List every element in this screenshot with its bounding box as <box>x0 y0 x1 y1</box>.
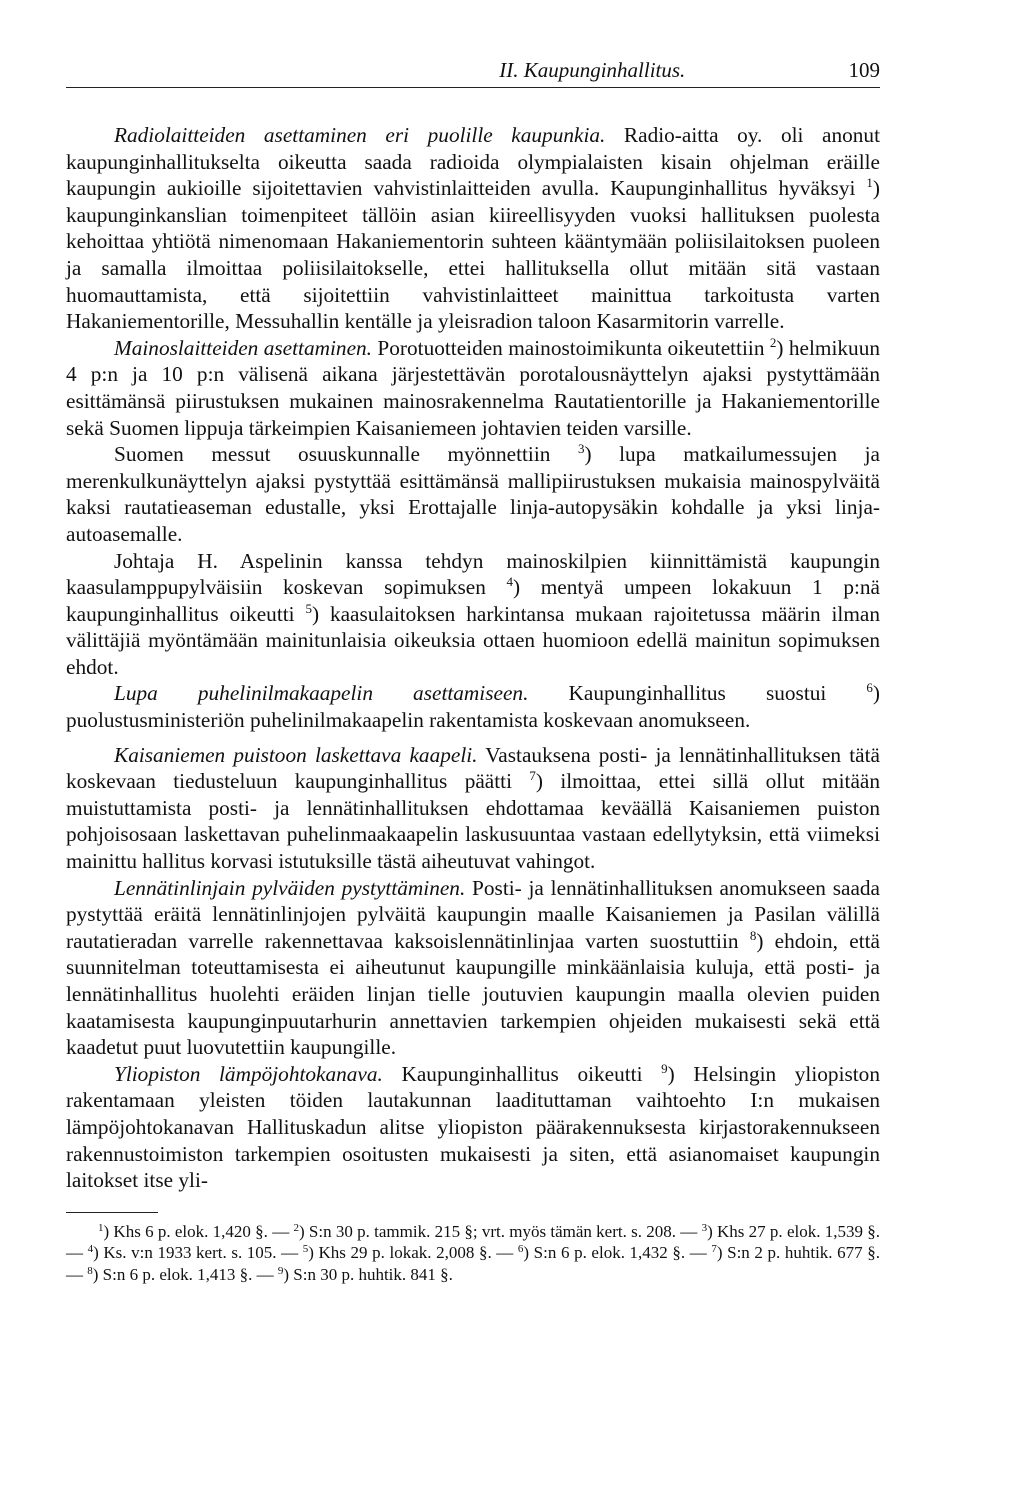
footnote-number: 2 <box>293 1221 299 1234</box>
footnote-divider <box>66 1212 158 1213</box>
footnote-number: 4 <box>87 1243 94 1256</box>
footnote-marker: 6 <box>866 680 873 696</box>
paragraph-text: Radio-aitta oy. oli anonut kaupunginhallitukselta oikeutta saada radioida olympialaisten kisain ohjelman eräille kaupungin aukioille sijoitettavien vahvistinlaitteiden avulla. Kaupunginhallitus hyväksyi <box>66 123 880 201</box>
paragraph-text: Posti- ja lennätinhallituksen anomukseen saada pystyttää eräitä lennätinlinjojen pylväitä kaupungin maalle Kaisaniemen ja Pasilan välillä rautatieradan varrelle rakennettavaa kaksoislennätinlinjaa varten suostuttiin <box>66 875 880 953</box>
paragraph <box>66 875 880 1061</box>
paragraph <box>66 441 880 547</box>
footnote-text: ) Khs 27 p. elok. 1,539 §. — <box>66 1221 880 1263</box>
paragraph-heading: Lupa puhelinilmakaapelin asettamiseen. <box>114 681 529 706</box>
footnote-marker: 2 <box>769 334 777 350</box>
paragraph-heading: Radiolaitteiden asettaminen eri puolille kaupunkia. <box>114 123 606 147</box>
footnote-text: ) S:n 30 p. tammik. 215 §; vrt. myös tämän kert. s. 208. — <box>298 1221 702 1241</box>
paragraph-text: ) Helsingin yliopiston rakentamaan yleisten töiden lautakunnan laadituttaman vaihtoehto I:n mukaisen lämpöjohtokanavan Hallituskadun alitse yliopiston päärakennuksesta kirjastorakennukseen rakennustoimiston tarkempien osoitusten mukaisesti ja siten, että asianomaiset kaupungin laitokset itse yli- <box>66 1061 880 1193</box>
paragraph-heading: Kaisaniemen puistoon laskettava kaapeli. <box>114 742 478 767</box>
footnote-text: ) S:n 6 p. elok. 1,413 §. — <box>92 1264 278 1284</box>
footnote-text: ) Khs 29 p. lokak. 2,008 §. — <box>308 1243 518 1263</box>
footnote-marker: 1 <box>866 175 873 191</box>
running-title: II. Kaupunginhallitus. <box>499 58 686 82</box>
paragraph <box>66 548 880 681</box>
footnote-marker: 7 <box>529 768 536 784</box>
paragraph <box>66 335 880 441</box>
footnote-marker: 8 <box>749 927 757 943</box>
paragraph <box>66 122 880 335</box>
footnote-text: ) S:n 2 p. huhtik. 677 §. — <box>66 1243 881 1284</box>
footnote-text: ) Khs 6 p. elok. 1,420 §. — <box>103 1221 294 1241</box>
paragraph-text: Porotuotteiden mainostoimikunta oikeutettiin <box>372 335 770 360</box>
paragraph-heading: Mainoslaitteiden asettaminen. <box>114 335 372 360</box>
footnote-text: ) S:n 30 p. huhtik. 841 §. <box>283 1264 453 1284</box>
paragraph-text: Kaupunginhallitus oikeutti <box>382 1061 662 1086</box>
paragraph-text: Vastauksena posti- ja lennätinhallituksen tätä koskevaan tiedusteluun kaupunginhallitus päätti <box>66 742 880 794</box>
body-text <box>66 122 880 1194</box>
footnote-number: 8 <box>87 1264 93 1277</box>
footnote-marker: 4 <box>506 574 513 590</box>
paragraph <box>66 1061 880 1194</box>
paragraph-text: ) kaupunginkanslian toimenpiteet tällöin asian kiireellisyyden vuoksi hallituksen puolesta kehoittaa yhtiötä nimenomaan Hakaniementorin suhteen kääntymään poliisilaitoksen puoleen ja samalla ilmoittaa poliisilaitokselle, ettei hallituksella ollut mitään sitä vastaan huomauttamista, että sijoitettiin vahvistinlaitteet mainittua tarkoitusta varten Hakaniementorille, Messuhallin kentälle ja yleisradion taloon Kasarmitorin varrelle. <box>66 176 880 334</box>
paragraph <box>66 742 880 875</box>
footnotes <box>66 1221 880 1286</box>
footnote-text: ) Ks. v:n 1933 kert. s. 105. — <box>93 1243 303 1263</box>
footnote-number: 1 <box>98 1221 104 1234</box>
paragraph-text: ) puolustusministeriön puhelinilmakaapelin rakentamista koskevaan anomukseen. <box>66 681 880 733</box>
footnote-number: 6 <box>517 1243 524 1256</box>
footnote-text: ) S:n 6 p. elok. 1,432 §. — <box>523 1243 712 1263</box>
running-header <box>66 58 880 88</box>
document-page <box>66 58 880 1285</box>
footnote-number: 3 <box>701 1221 708 1234</box>
paragraph-text: Johtaja H. Aspelinin kanssa tehdyn mainoskilpien kiinnittämistä kaupungin kaasulamppupylväisiin koskevan sopimuksen <box>66 548 880 600</box>
footnote-number: 5 <box>302 1243 309 1256</box>
footnote-number: 9 <box>277 1264 284 1277</box>
paragraph-text: ) lupa matkailumessujen ja merenkulkunäyttelyn ajaksi pystyttää esittämänsä mallipiirustuksen mukaisia mainospylväitä kaksi rautatieaseman edustalle, yksi Erottajalle linja-autopysäkin kohdalle ja yksi linja-autoasemalle. <box>66 442 881 546</box>
paragraph-heading: Lennätinlinjain pylväiden pystyttäminen. <box>114 875 466 900</box>
paragraph <box>66 680 880 733</box>
paragraph-text: ) mentyä umpeen lokakuun 1 p:nä kaupunginhallitus oikeutti <box>66 575 880 626</box>
footnote-marker: 3 <box>577 441 585 457</box>
paragraph-text: Suomen messut osuuskunnalle myönnettiin <box>114 442 578 467</box>
paragraph-text: ) ilmoittaa, ettei sillä ollut mitään muistuttamista posti- ja lennätinhallituksen ehdottamaa keväällä Kaisaniemen puiston pohjoisosaan laskettavan puhelinmaakaapelin laskusuuntaa vastaan edellytyksin, että viimeksi mainittu hallitus korvasi istutuksille tästä aiheutuvat vahingot. <box>66 769 880 874</box>
footnote-number: 7 <box>711 1243 717 1256</box>
footnote-marker: 5 <box>305 600 312 616</box>
paragraph-text: Kaupunginhallitus suostui <box>528 681 867 706</box>
page-number: 109 <box>848 58 880 82</box>
paragraph-heading: Yliopiston lämpöjohtokanava. <box>114 1061 383 1086</box>
footnote-marker: 9 <box>661 1060 668 1076</box>
paragraph-text: ) helmikuun 4 p:n ja 10 p:n välisenä aikana järjestettävän porotalousnäyttelyn ajaksi pystyttämään esittämänsä piirustuksen mukainen mainosrakennelma Rautatientorille ja Hakaniementorille sekä Suomen lippuja tärkeimpien Kaisaniemeen johtavien teiden varsille. <box>66 335 880 440</box>
paragraph-text: ) ehdoin, että suunnitelman toteuttamisesta ei aiheutunut kaupungille minkäänlaisia kuluja, että posti- ja lennätinhallitus huolehti eräiden linjan tielle joutuvien kaupungin maalla olevien puiden kaatamisesta kaupunginpuutarhurin annettavien tarkempien ohjeiden mukaisesti sekä että kaadetut puut luovutettiin kaupungille. <box>66 928 880 1060</box>
paragraph-text: ) kaasulaitoksen harkintansa mukaan rajoitetussa määrin ilman välittäjiä myöntämään mainitunlaisia oikeuksia ottaen huomioon edellä mainitun sopimuksen ehdot. <box>66 601 880 679</box>
